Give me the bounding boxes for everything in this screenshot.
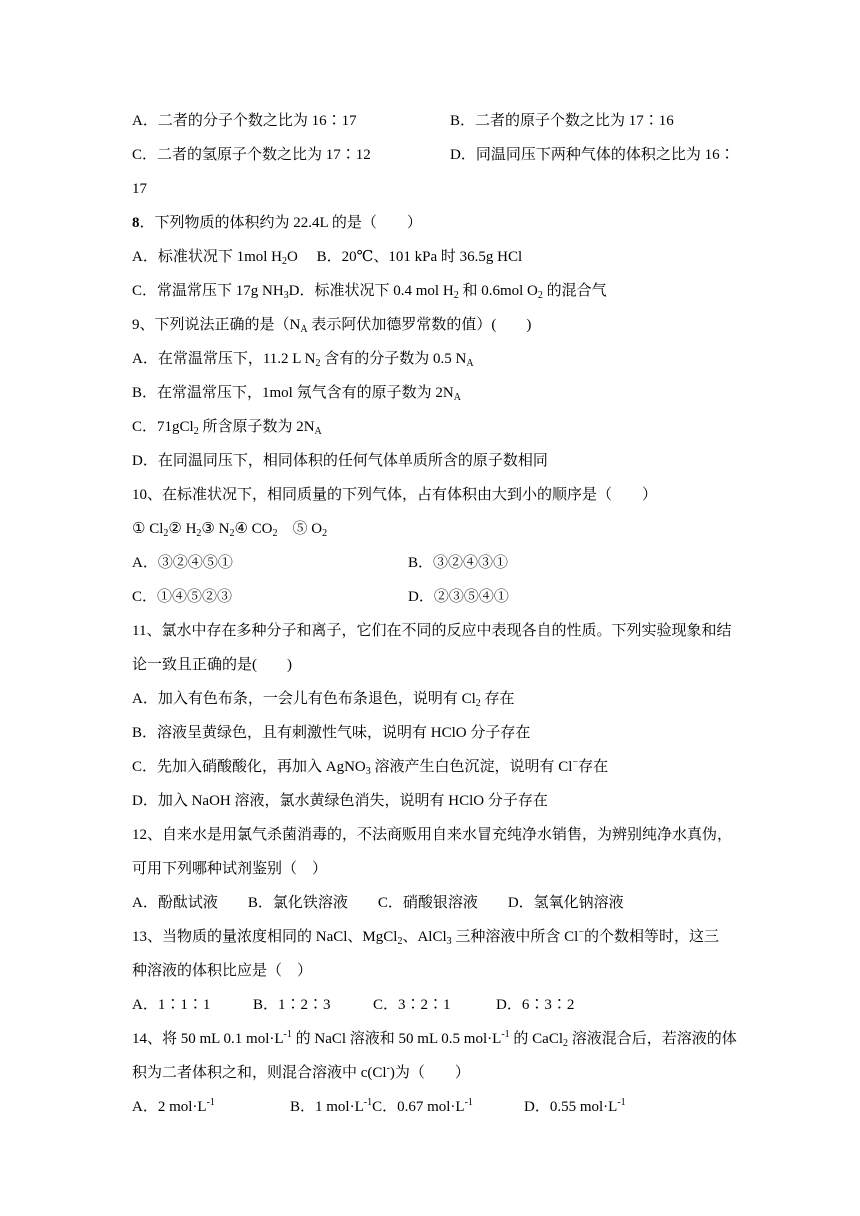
q7-option-a: A．二者的分子个数之比为 16∶17 [132,113,357,129]
q10-option-c: C．①④⑤②③ [132,589,233,605]
q14-stem-line1: 14、将 50 mL 0.1 $mol\cdot L^{-1}$ 的 NaCl 溶液和 50 mL 0.5 $mol\cdot L^{-1}$ 的 CaCl$_2$ 溶液混合后，若溶液的体 [132,1029,737,1049]
q14-stem-text: 积为二者体积之和，则混合溶液中 c(Cl [132,1065,387,1081]
q13-stem-line1: 13、当物质的量浓度相同的 NaCl、MgCl$_2$、AlCl$_3$ 三种溶液中所含 Cl−的个数相等时，这三 [132,927,719,947]
q11-option-d: D．加入 NaOH 溶液，氯水黄绿色消失，说明有 HClO 分子存在 [132,793,548,809]
q14-stem-line2: 积为二者体积之和，则混合溶液中 c(Cl-)为（ ） [132,1063,470,1081]
q10-option-d: D．②③⑤④① [408,589,509,605]
q13-option-d: D．6∶3∶2 [496,997,575,1013]
q12-options: A．酚酞试液 B．氯化铁溶液 C．硝酸银溶液 D．氢氧化钠溶液 [132,895,624,911]
q13-option-b: B．1∶2∶3 [253,997,331,1013]
q9-option-a: A．在常温常压下，11.2 L $N_2$ 含有的分子数为 0.5 $N_A$ [132,351,474,369]
q9-stem-text-a: 9、下列说法正确的是（N [132,317,301,333]
q13-option-c: C．3∶2∶1 [373,997,451,1013]
q14-option-a: A．2 $mol\cdot L^{-1}$ [132,1097,215,1115]
q8-number: 8 [132,215,140,231]
q8-options-cd: C．常温常压下 17g $NH_3D$．标准状况下 0.4 mol $H_2$ 和 0.6mol $O_2$ 的混合气 [132,283,607,301]
q14-stem-text-end: )为（ ） [389,1065,470,1081]
q8-stem-text: ．下列物质的体积约为 22.4L 的是（ ） [139,215,422,231]
q14-option-bc: B．1 $mol\cdot L^{-1}C$．0.67 $mol\cdot L^{-1}$ [290,1097,473,1115]
q11-option-b: B．溶液呈黄绿色，且有刺激性气味，说明有 HClO 分子存在 [132,725,531,741]
q10-gas-list: ① $Cl_2②$ $H_2③$ $N_2④$ $CO_2$ ⑤ $O_2$ [132,521,328,539]
q9-option-b: B．在常温常压下，1mol 氖气含有的原子数为 $2N_A$ [132,385,461,403]
q13-option-a: A．1∶1∶1 [132,997,211,1013]
q8-options-ab: A．标准状况下 1mol $H_2O$ B．20℃、101 kPa 时 36.5g HCl [132,249,523,267]
q14-option-d: D．0.55 $mol\cdot L^{-1}$ [524,1097,626,1115]
q7-option-c: C．二者的氢原子个数之比为 17∶12 [132,147,371,163]
q11-stem-line1: 11、氯水中存在多种分子和离子，它们在不同的反应中表现各自的性质。下列实验现象和结 [132,623,732,639]
q8-stem [132,213,422,233]
q13-stem-line2: 种溶液的体积比应是（ ） [132,963,313,979]
q9-stem-text-b: 表示阿伏加德罗常数的值）( ) [307,317,532,333]
q7-option-b: B．二者的原子个数之比为 17∶16 [450,113,674,129]
q12-stem-line1: 12、自来水是用氯气杀菌消毒的，不法商贩用自来水冒充纯净水销售，为辨别纯净水真伪， [132,827,733,843]
q10-option-a: A．③②④⑤① [132,555,233,571]
q7-option-d-continued: 17 [132,181,147,197]
q11-stem-line2: 论一致且正确的是( ) [132,657,292,673]
q11-option-a: A．加入有色布条，一会儿有色布条退色，说明有 $Cl_2$ 存在 [132,691,515,709]
q12-stem-line2: 可用下列哪种试剂鉴别（ ） [132,861,328,877]
q9-option-d: D．在同温同压下，相同体积的任何气体单质所含的原子数相同 [132,453,548,469]
q11-option-c: C．先加入硝酸酸化，再加入 AgNO$_3$ 溶液产生白色沉淀，说明有 Cl−存在 [132,757,609,777]
q9-option-c: C．71gCl$_2$ 所含原子数为 $2N_A$ [132,419,322,437]
q7-option-d: D．同温同压下两种气体的体积之比为 16∶ [450,147,735,163]
q10-stem: 10、在标准状况下，相同质量的下列气体，占有体积由大到小的顺序是（ ） [132,487,658,503]
q9-stem: 9、下列说法正确的是（$N_A$ 表示阿伏加德罗常数的值）( ) [132,317,532,335]
q10-option-b: B．③②④③① [408,555,509,571]
